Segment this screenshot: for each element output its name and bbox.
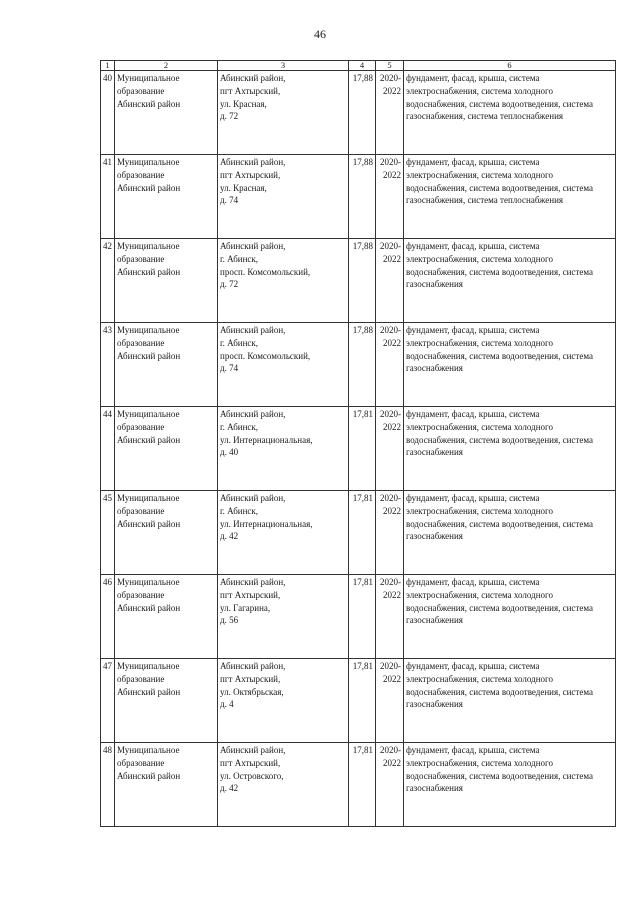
- municipality-cell-line: образование: [117, 337, 165, 348]
- row-number-cell: 48: [101, 743, 115, 827]
- address-cell-line: ул. Гагарина,: [220, 602, 271, 613]
- table-row: [101, 239, 616, 323]
- address-cell-line: д. 74: [220, 363, 239, 374]
- period-cell: [376, 743, 404, 827]
- municipality-cell-line: Муниципальное: [117, 325, 180, 335]
- header-cell: 3: [218, 61, 349, 71]
- municipality-cell: [115, 323, 218, 407]
- period-cell: [376, 71, 404, 155]
- area-cell: 17,88: [349, 71, 376, 155]
- municipality-cell-line: образование: [117, 589, 165, 600]
- address-cell: [218, 407, 349, 491]
- municipality-cell-line: Муниципальное: [117, 241, 180, 251]
- address-cell-line: пгт Ахтырский,: [220, 589, 281, 600]
- period-cell-line: 2022: [383, 85, 401, 96]
- area-cell: 17,88: [349, 239, 376, 323]
- area-cell: 17,88: [349, 155, 376, 239]
- period-cell-line: 2022: [383, 589, 401, 600]
- municipality-cell: [115, 407, 218, 491]
- period-cell-line: 2022: [383, 337, 401, 348]
- period-cell-line: 2020-: [380, 661, 401, 671]
- period-cell-line: 2020-: [380, 73, 401, 83]
- works-text: фундамент, фасад, крыша, система электроснабжения, система холодного водоснабжения, система водоотведения, система газоснабжения: [406, 577, 593, 626]
- municipality-cell: [115, 743, 218, 827]
- table-row: [101, 155, 616, 239]
- municipality-cell: [115, 155, 218, 239]
- table-row: [101, 743, 616, 827]
- table-row: [101, 575, 616, 659]
- address-cell-line: г. Абинск,: [220, 505, 259, 516]
- header-cell: 2: [115, 61, 218, 71]
- municipality-cell-line: Муниципальное: [117, 73, 180, 83]
- address-cell-line: д. 42: [220, 783, 239, 794]
- works-cell: [404, 71, 616, 155]
- municipality-cell-line: Абинский район: [117, 602, 181, 613]
- works-text: фундамент, фасад, крыша, система электроснабжения, система холодного водоснабжения, система водоотведения, система газоснабжения: [406, 241, 593, 290]
- works-text: фундамент, фасад, крыша, система электроснабжения, система холодного водоснабжения, система водоотведения, система газоснабжения: [406, 325, 593, 374]
- address-cell: [218, 239, 349, 323]
- municipality-cell-line: образование: [117, 253, 165, 264]
- address-cell-line: пгт Ахтырский,: [220, 673, 281, 684]
- address-cell: [218, 323, 349, 407]
- table-row: [101, 323, 616, 407]
- period-cell: [376, 407, 404, 491]
- works-cell: [404, 575, 616, 659]
- address-cell: [218, 743, 349, 827]
- period-cell: [376, 323, 404, 407]
- table-row: [101, 659, 616, 743]
- address-cell-line: ул. Октябрьская,: [220, 686, 284, 697]
- works-text: фундамент, фасад, крыша, система электроснабжения, система холодного водоснабжения, система водоотведения, система газоснабжения: [406, 493, 593, 542]
- address-cell: [218, 575, 349, 659]
- period-cell: [376, 491, 404, 575]
- works-text: фундамент, фасад, крыша, система электроснабжения, система холодного водоснабжения, система водоотведения, система газоснабжения: [406, 409, 593, 458]
- address-cell-line: д. 56: [220, 615, 239, 626]
- address-cell-line: Абинский район,: [220, 577, 286, 587]
- row-number-cell: 47: [101, 659, 115, 743]
- period-cell: [376, 155, 404, 239]
- municipality-cell: [115, 71, 218, 155]
- row-number-cell: 41: [101, 155, 115, 239]
- address-cell-line: г. Абинск,: [220, 337, 259, 348]
- address-cell-line: Абинский район,: [220, 157, 286, 167]
- period-cell-line: 2020-: [380, 325, 401, 335]
- municipality-cell-line: Абинский район: [117, 182, 181, 193]
- address-cell-line: пгт Ахтырский,: [220, 85, 281, 96]
- works-text: фундамент, фасад, крыша, система электроснабжения, система холодного водоснабжения, система водоотведения, система газоснабжения: [406, 661, 593, 710]
- period-cell-line: 2022: [383, 757, 401, 768]
- works-cell: [404, 239, 616, 323]
- municipality-cell-line: Абинский район: [117, 770, 181, 781]
- municipality-cell-line: Муниципальное: [117, 577, 180, 587]
- row-number-cell: 44: [101, 407, 115, 491]
- address-cell-line: д. 74: [220, 195, 239, 206]
- works-cell: [404, 659, 616, 743]
- address-cell-line: ул. Интернациональная,: [220, 434, 313, 445]
- municipality-cell-line: образование: [117, 421, 165, 432]
- address-cell-line: Абинский район,: [220, 73, 286, 83]
- row-number-cell: 40: [101, 71, 115, 155]
- row-number-cell: 46: [101, 575, 115, 659]
- address-cell-line: г. Абинск,: [220, 421, 259, 432]
- address-cell-line: ул. Интернациональная,: [220, 518, 313, 529]
- row-number-cell: 43: [101, 323, 115, 407]
- address-cell-line: Абинский район,: [220, 409, 286, 419]
- works-text: фундамент, фасад, крыша, система электроснабжения, система холодного водоснабжения, система водоотведения, система газоснабжения, система теплоснабжения: [406, 73, 593, 122]
- address-cell-line: д. 72: [220, 279, 239, 290]
- municipality-cell-line: Абинский район: [117, 350, 181, 361]
- municipality-cell-line: образование: [117, 757, 165, 768]
- period-cell-line: 2020-: [380, 745, 401, 755]
- municipality-cell: [115, 491, 218, 575]
- address-cell-line: д. 4: [220, 699, 234, 710]
- address-cell: [218, 659, 349, 743]
- period-cell: [376, 239, 404, 323]
- municipality-cell: [115, 239, 218, 323]
- address-cell-line: ул. Красная,: [220, 98, 267, 109]
- address-cell-line: д. 42: [220, 531, 239, 542]
- address-cell-line: ул. Островского,: [220, 770, 284, 781]
- period-cell-line: 2022: [383, 253, 401, 264]
- address-cell-line: д. 72: [220, 111, 239, 122]
- works-cell: [404, 155, 616, 239]
- header-row: [101, 61, 616, 71]
- period-cell-line: 2022: [383, 169, 401, 180]
- municipality-cell-line: Муниципальное: [117, 493, 180, 503]
- period-cell-line: 2020-: [380, 157, 401, 167]
- municipality-cell-line: образование: [117, 505, 165, 516]
- municipality-cell-line: образование: [117, 169, 165, 180]
- period-cell-line: 2022: [383, 421, 401, 432]
- header-cell: 5: [376, 61, 404, 71]
- area-cell: 17,88: [349, 323, 376, 407]
- table-row: [101, 71, 616, 155]
- works-cell: [404, 491, 616, 575]
- period-cell-line: 2020-: [380, 241, 401, 251]
- header-cell: 1: [101, 61, 115, 71]
- period-cell-line: 2020-: [380, 577, 401, 587]
- address-cell-line: ул. Красная,: [220, 182, 267, 193]
- address-cell-line: г. Абинск,: [220, 253, 259, 264]
- period-cell: [376, 659, 404, 743]
- header-cell: 6: [404, 61, 616, 71]
- period-cell-line: 2020-: [380, 409, 401, 419]
- address-cell-line: пгт Ахтырский,: [220, 757, 281, 768]
- works-cell: [404, 323, 616, 407]
- works-cell: [404, 407, 616, 491]
- municipality-cell-line: Абинский район: [117, 98, 181, 109]
- row-number-cell: 45: [101, 491, 115, 575]
- municipality-cell-line: образование: [117, 673, 165, 684]
- address-cell-line: пгт Ахтырский,: [220, 169, 281, 180]
- table-header: [101, 61, 616, 71]
- address-cell-line: д. 40: [220, 447, 239, 458]
- address-cell: [218, 491, 349, 575]
- table-row: [101, 407, 616, 491]
- page-number: 46: [314, 27, 326, 41]
- address-cell-line: Абинский район,: [220, 745, 286, 755]
- municipality-cell: [115, 659, 218, 743]
- address-cell-line: просп. Комсомольский,: [220, 266, 311, 277]
- municipality-cell-line: Муниципальное: [117, 661, 180, 671]
- area-cell: 17,81: [349, 407, 376, 491]
- municipality-cell-line: Абинский район: [117, 266, 181, 277]
- area-cell: 17,81: [349, 491, 376, 575]
- address-cell-line: Абинский район,: [220, 493, 286, 503]
- address-cell-line: Абинский район,: [220, 241, 286, 251]
- area-cell: 17,81: [349, 743, 376, 827]
- row-number-cell: 42: [101, 239, 115, 323]
- period-cell-line: 2022: [383, 505, 401, 516]
- area-cell: 17,81: [349, 659, 376, 743]
- table-body: [101, 71, 616, 827]
- municipality-cell-line: Абинский район: [117, 434, 181, 445]
- table-row: [101, 491, 616, 575]
- municipality-cell-line: Абинский район: [117, 518, 181, 529]
- header-cell: 4: [349, 61, 376, 71]
- works-text: фундамент, фасад, крыша, система электроснабжения, система холодного водоснабжения, система водоотведения, система газоснабжения: [406, 745, 593, 794]
- municipality-cell-line: Муниципальное: [117, 157, 180, 167]
- municipality-cell-line: Муниципальное: [117, 409, 180, 419]
- municipality-cell-line: Абинский район: [117, 686, 181, 697]
- municipality-cell: [115, 575, 218, 659]
- registry-table: [100, 60, 616, 827]
- address-cell-line: Абинский район,: [220, 661, 286, 671]
- address-cell-line: Абинский район,: [220, 325, 286, 335]
- address-cell-line: просп. Комсомольский,: [220, 350, 311, 361]
- municipality-cell-line: образование: [117, 85, 165, 96]
- address-cell: [218, 155, 349, 239]
- address-cell: [218, 71, 349, 155]
- works-cell: [404, 743, 616, 827]
- works-text: фундамент, фасад, крыша, система электроснабжения, система холодного водоснабжения, система водоотведения, система газоснабжения, система теплоснабжения: [406, 157, 593, 206]
- period-cell-line: 2020-: [380, 493, 401, 503]
- period-cell: [376, 575, 404, 659]
- municipality-cell-line: Муниципальное: [117, 745, 180, 755]
- area-cell: 17,81: [349, 575, 376, 659]
- period-cell-line: 2022: [383, 673, 401, 684]
